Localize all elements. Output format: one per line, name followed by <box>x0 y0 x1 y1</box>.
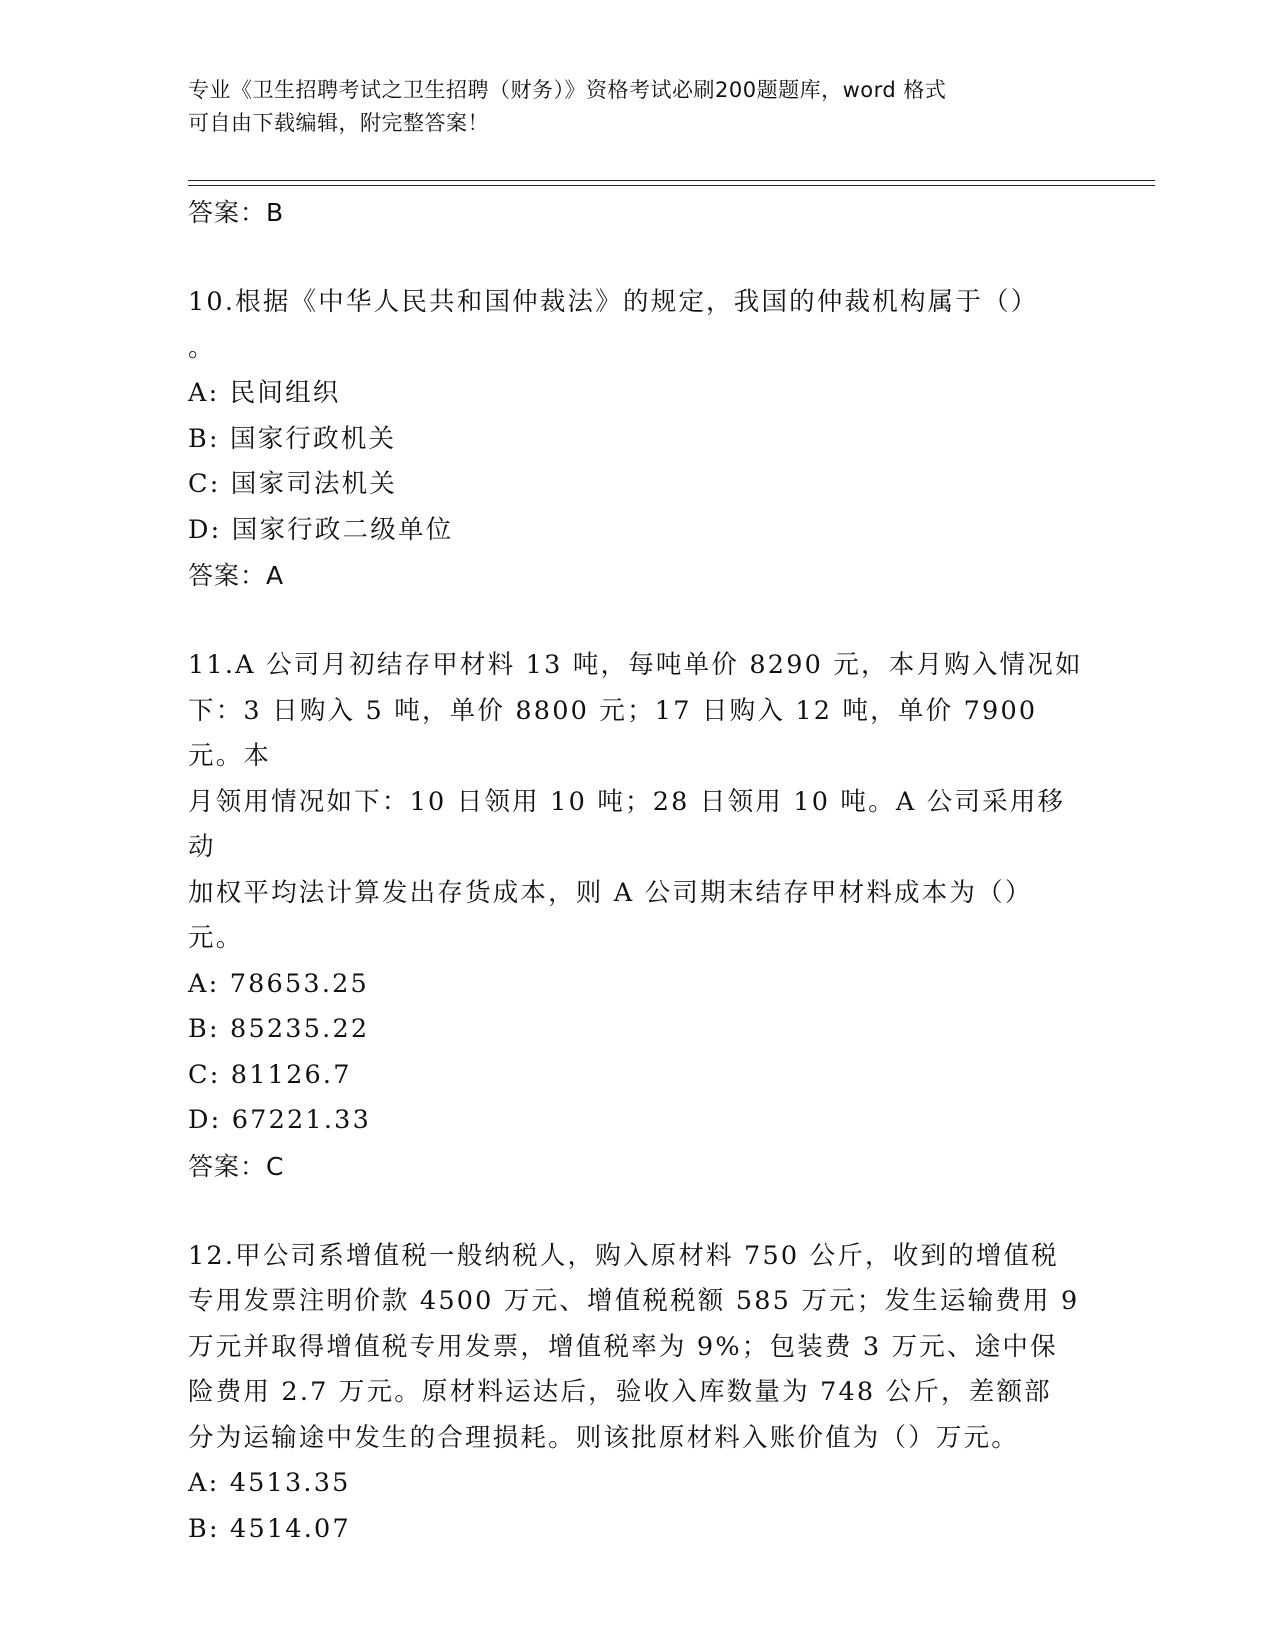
header-line-1: 专业《卫生招聘考试之卫生招聘（财务）》资格考试必刷200题题库，word 格式 <box>188 78 947 102</box>
spacer <box>188 236 1088 280</box>
question-line: 加权平均法计算发出存货成本，则 A 公司期末结存甲材料成本为（） <box>188 877 1033 908</box>
option-d: D: 国家行政二级单位 <box>188 514 454 545</box>
header-line-2: 可自由下载编辑，附完整答案！ <box>188 111 489 135</box>
question-line: 万元并取得增值税专用发票，增值税率为 9%；包装费 3 万元、途中保 <box>188 1331 1058 1362</box>
question-list <box>188 190 1088 1552</box>
option-a: A: 78653.25 <box>188 968 369 999</box>
question-line: 险费用 2.7 万元。原材料运达后，验收入库数量为 748 公斤，差额部 <box>188 1377 1052 1407</box>
question-line: 下：3 日购入 5 吨，单价 8800 元；17 日购入 12 吨，单价 7900 元。本 <box>188 695 1038 771</box>
document-header <box>188 74 1068 140</box>
question-line: 专用发票注明价款 4500 万元、增值税税额 585 万元；发生运输费用 9 <box>188 1286 1080 1316</box>
header-rule-thick <box>188 180 1155 181</box>
spacer <box>188 1190 1088 1234</box>
question-10 <box>188 280 1088 599</box>
answer: 答案：A <box>188 561 285 590</box>
option-b: B: 4514.07 <box>188 1513 351 1544</box>
option-a: A: 民间组织 <box>188 378 341 408</box>
question-line: 11.A 公司月初结存甲材料 13 吨，每吨单价 8290 元，本月购入情况如 <box>188 650 1083 680</box>
option-c: C: 81126.7 <box>188 1059 352 1090</box>
option-b: B: 国家行政机关 <box>188 423 397 454</box>
option-a: A: 4513.35 <box>188 1468 351 1498</box>
question-line: 元。 <box>188 923 244 953</box>
answer: 答案：C <box>188 1151 285 1181</box>
question-12 <box>188 1234 1088 1553</box>
question-line: 月领用情况如下：10 日领用 10 吨；28 日领用 10 吨。A 公司采用移动 <box>188 786 1066 862</box>
header-rule-thin <box>188 185 1155 186</box>
option-b: B: 85235.22 <box>188 1014 370 1044</box>
question-line: 分为运输途中发生的合理损耗。则该批原材料入账价值为（）万元。 <box>188 1422 1020 1453</box>
question-11 <box>188 643 1088 1190</box>
option-d: D: 67221.33 <box>188 1105 372 1135</box>
question-line: 10.根据《中华人民共和国仲裁法》的规定，我国的仲裁机构属于（） <box>188 287 1039 317</box>
spacer <box>188 599 1088 643</box>
previous-answer: 答案：B <box>188 198 285 227</box>
option-c: C: 国家司法机关 <box>188 469 398 499</box>
question-line: 12.甲公司系增值税一般纳税人，购入原材料 750 公斤，收到的增值税 <box>188 1240 1059 1271</box>
question-line: 。 <box>188 332 216 363</box>
